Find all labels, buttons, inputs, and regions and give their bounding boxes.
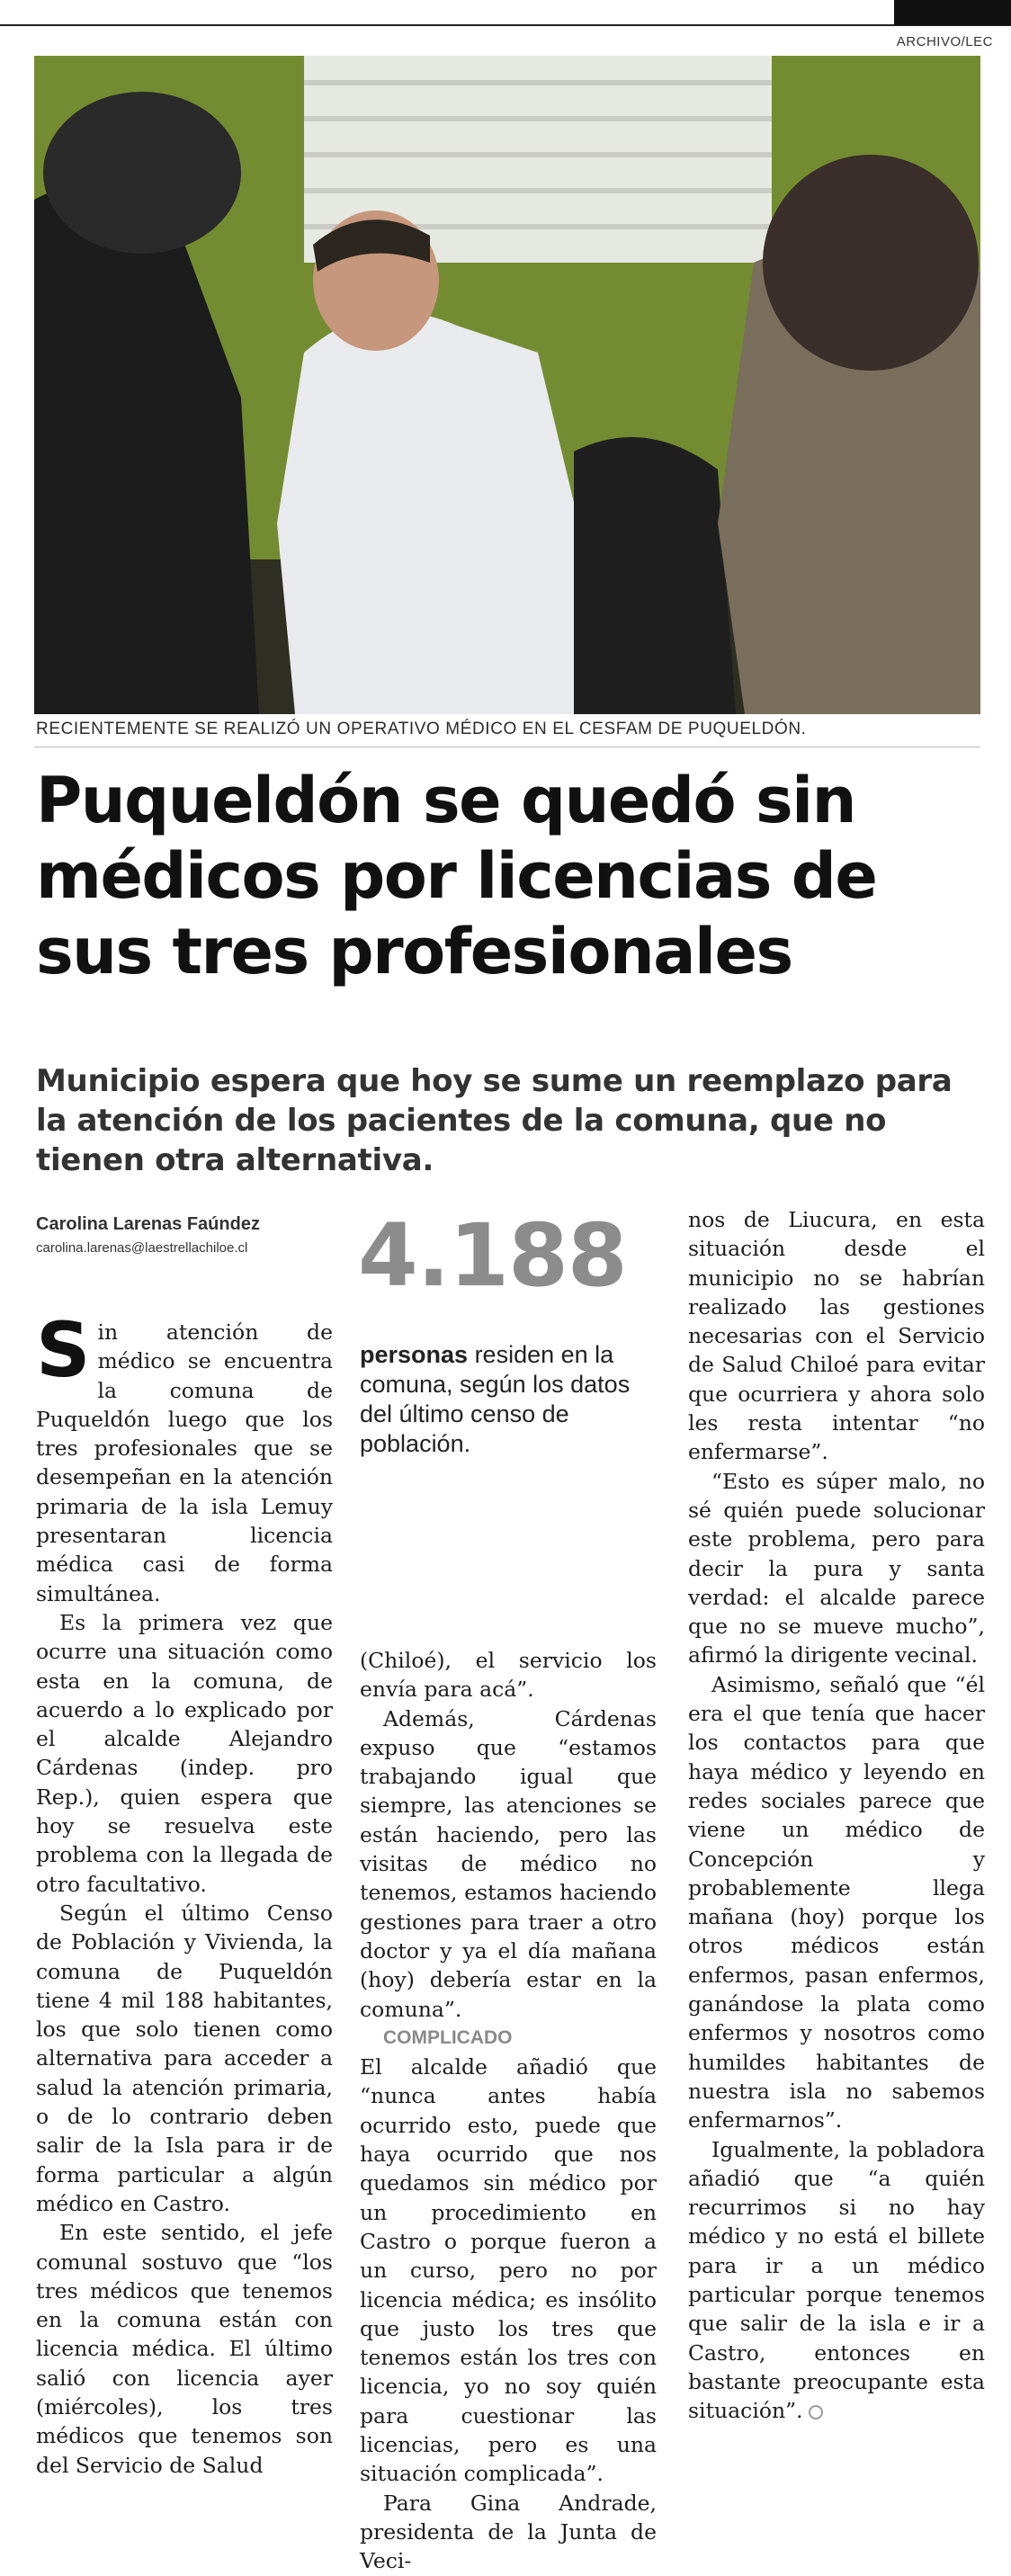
- paragraph: “Esto es súper malo, no sé quién puede solucionar este problema, pero para decir la pura y santa verdad: el alcalde parece que no se mueve mucho”, afirmó la dirigente vecinal.: [688, 1468, 985, 1668]
- paragraph: Asimismo, señaló que “él era el que tenía que hacer los contactos para que haya médico y leyendo en redes sociales parece que viene un médico de Concepción y probablemente llega mañana (hoy) porque los otros médicos están enfermos, pasan enfermos, ganándose la plata como enfermos y nosotros como humildes habitantes de nuestra isla no sabemos enfermarnos”.: [688, 1671, 985, 2133]
- stat-text: [360, 1340, 657, 1459]
- top-black-block: [894, 0, 1011, 25]
- paragraph: Según el último Censo de Población y Vivienda, la comuna de Puqueldón tiene 4 mil 188 habitantes, los que solo tienen como alternativa para acceder a salud la atención primaria, o de lo contrario deben salir de la Isla para ir de forma particular a algún médico en Castro.: [36, 1900, 333, 2216]
- paragraph: En este sentido, el jefe comunal sostuvo que “los tres médicos que tenemos en la comuna están con licencia médica. El último salió con licencia ayer (miércoles), los tres médicos que tenemos son del Servicio de Salud: [36, 2220, 333, 2478]
- paragraph: Para Gina Andrade, presidenta de la Junta de Veci-: [360, 2490, 657, 2574]
- column-2: [360, 1646, 657, 2576]
- byline: [36, 1214, 333, 1256]
- paragraph: [36, 1306, 333, 1608]
- author-email[interactable]: carolina.larenas@laestrellachiloe.cl: [36, 1240, 248, 1256]
- stat-rest: residen en la comuna, según los datos del último censo de población.: [360, 1341, 631, 1457]
- stat-bold: personas: [360, 1341, 469, 1368]
- top-rule: [0, 24, 1011, 26]
- paragraph: [688, 2135, 985, 2426]
- author-name: Carolina Larenas Faúndez: [36, 1214, 260, 1234]
- paragraph-text: Igualmente, la pobladora añadió que “a quién recurrimos si no hay médico y no está el billete para ir a un médico particular porque tenemos que salir de la isla e ir a Castro, entonces en bastante preocupante esta situación”.: [688, 2136, 985, 2424]
- photo-medical-consultation-icon: [34, 56, 980, 714]
- photo-credit: ARCHIVO/LEC: [896, 34, 993, 49]
- deck-subtitle: Municipio espera que hoy se sume un reemplazo para la atención de los pacientes de la comuna, que no tienen otra alternativa.: [36, 1063, 953, 1178]
- paragraph: Además, Cárdenas expuso que “estamos trabajando igual que siempre, las atenciones se están haciendo, pero las visitas de médico no tenemos, estamos haciendo gestiones para traer a otro doctor y ya el día mañana (hoy) debería estar en la comuna”.: [360, 1705, 657, 2022]
- paragraph: El alcalde añadió que “nunca antes había ocurrido esto, puede que haya ocurrido que nos quedamos sin médico por un procedimiento en Castro o porque fueron a un curso, pero no por licencia médica; es insólito que justo los tres que tenemos están los tres con licencia, yo no soy quién para cuestionar las licencias, pero es una situación complicada”.: [360, 2054, 657, 2487]
- paragraph: nos de Liucura, en esta situación desde el municipio no se habrían realizado las gestiones necesarias con el Servicio de Salud Chiloé para evitar que ocurriera y ahora solo les resta intentar “no enfermarse”.: [688, 1207, 985, 1465]
- article-photo: [34, 56, 980, 714]
- page-top-bar: [0, 0, 1011, 27]
- paragraph-text: in atención de médico se encuentra la comuna de Puqueldón luego que los tres profesionales que se desempeñan en la atención primaria de la isla Lemuy presentaran licencia médica casi de forma simultánea.: [36, 1319, 333, 1606]
- headline: Puqueldón se quedó sin médicos por licencias de sus tres profesionales: [36, 764, 877, 988]
- section-subhead: COMPLICADO: [383, 2026, 513, 2048]
- paragraph: Es la primera vez que ocurre una situación como esta en la comuna, de acuerdo a lo explicado por el alcalde Alejandro Cárdenas (indep. pro Rep.), quien espera que hoy se resuelva este problema con la llegada de otro facultativo.: [36, 1609, 333, 1897]
- end-of-article-icon: [809, 2405, 823, 2419]
- paragraph: (Chiloé), el servicio los envía para acá”.: [360, 1648, 657, 1703]
- column-1: [36, 1306, 333, 2480]
- drop-cap: S: [36, 1306, 91, 1394]
- stat-number: 4.188: [358, 1205, 627, 1306]
- photo-caption: RECIENTEMENTE SE REALIZÓ UN OPERATIVO MÉDICO EN EL CESFAM DE PUQUELDÓN.: [36, 720, 807, 738]
- column-3: [688, 1205, 985, 2425]
